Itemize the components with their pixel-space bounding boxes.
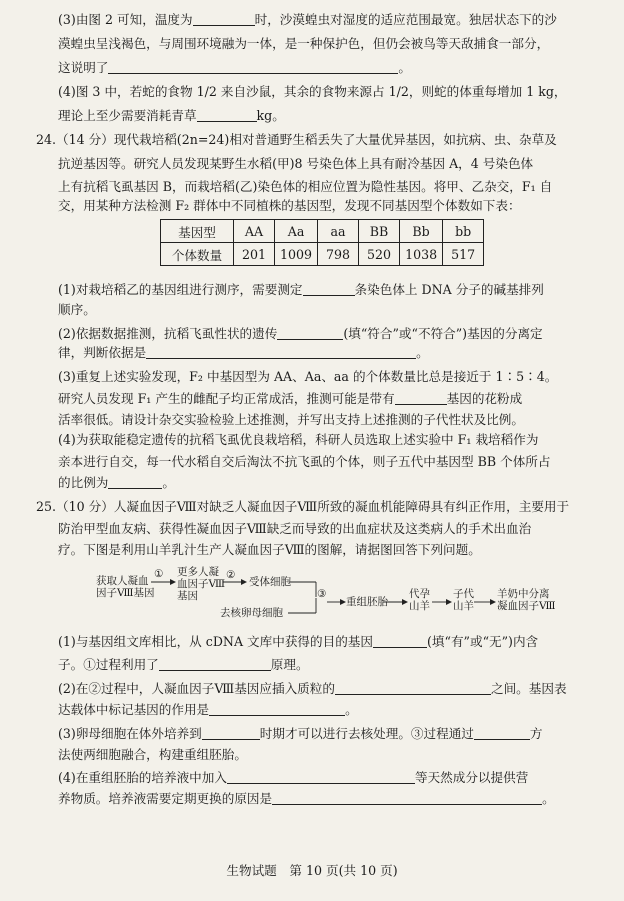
- q24-sub1-line2: 顺序。: [58, 302, 96, 317]
- answer-blank[interactable]: [474, 726, 530, 740]
- arrow-head: [446, 599, 452, 605]
- q24-sub1-line1: (1)对栽培稻乙的基因组进行测序，需要测定 条染色体上 DNA 分子的碱基排列: [58, 282, 544, 297]
- table-cell: 个体数量: [161, 243, 234, 266]
- q25-sub4-line1: (4)在重组胚胎的培养液中加入 等天然成分以提供营: [58, 770, 529, 785]
- q25-sub1-line2: 子。①过程利用了 原理。: [58, 657, 309, 672]
- page-footer: 生物试题 第 10 页(共 10 页): [226, 863, 398, 878]
- q24-sub4-line3: 的比例为 。: [58, 475, 175, 490]
- arrow-head: [490, 599, 496, 605]
- answer-blank[interactable]: [159, 657, 271, 671]
- answer-blank[interactable]: [373, 634, 427, 648]
- table-cell: 201: [234, 243, 275, 266]
- diagram-step-3: ③: [317, 588, 327, 600]
- q25-stem-line2: 防治甲型血友病、获得性凝血因子Ⅷ缺乏而导致的出血症状及这类病人的手术出血治: [58, 521, 532, 536]
- diagram-step-2: ②: [226, 569, 236, 581]
- diagram-node-offspring: 子代 山羊: [453, 588, 474, 612]
- q24-stem-line4: 交，用某种方法检测 F₂ 群体中不同植株的基因型，发现不同基因型个体数如下表：: [58, 198, 521, 213]
- diagram-node-recipient: 受体细胞: [249, 576, 291, 588]
- diagram-node-surrogate: 代孕 山羊: [409, 588, 430, 612]
- q25-sub2-line1: (2)在②过程中，人凝血因子Ⅷ基因应插入质粒的 之间。基因表: [58, 681, 567, 696]
- answer-blank[interactable]: [209, 702, 345, 716]
- q24-stem-line1: 24.（14 分）现代栽培稻(2n=24)相对普通野生稻丢失了大量优异基因，如抗病、虫、杂草及: [36, 132, 557, 147]
- answer-blank[interactable]: [227, 770, 415, 784]
- diagram-node-more-gene: 更多人凝 血因子Ⅷ 基因: [177, 566, 226, 602]
- q25-sub2-line2: 达载体中标记基因的作用是 。: [58, 702, 358, 717]
- answer-blank[interactable]: [202, 726, 260, 740]
- table-cell: 517: [443, 243, 484, 266]
- q25-sub1-line1: (1)与基因组文库相比，从 cDNA 文库中获得的目的基因 (填“有”或“无”)内含: [58, 634, 539, 649]
- diagram-node-enucleated: 去核卵母细胞: [220, 607, 283, 619]
- arrow-head: [241, 579, 247, 585]
- q24-stem-line2: 抗逆基因等。研究人员发现某野生水稻(甲)8 号染色体上具有耐冷基因 A，4 号染色体: [58, 156, 534, 171]
- q24-sub3-line2: 研究人员发现 F₁ 产生的雌配子均正常成活，推测可能是带有 基因的花粉成: [58, 391, 523, 406]
- q25-sub4-line2: 养物质。培养液需要定期更换的原因是 。: [58, 791, 555, 806]
- q23-part4-line1: (4)图 3 中，若蛇的食物 1/2 来自沙鼠，其余的食物来源占 1/2，则蛇的体重每增加 1 kg，: [58, 84, 567, 99]
- table-header-cell: Bb: [400, 220, 443, 243]
- q25-stem-line1: 25.（10 分）人凝血因子Ⅷ对缺乏人凝血因子Ⅷ所致的凝血机能障碍具有纠正作用，主要用于: [36, 499, 570, 514]
- table-cell: 1009: [275, 243, 318, 266]
- answer-blank[interactable]: [335, 681, 491, 695]
- q23-part3-line2: 漠蝗虫呈浅褐色，与周围环境融为一体，是一种保护色，但仍会被鸟等天敌捕食一部分，: [58, 36, 550, 51]
- table-cell: 798: [318, 243, 359, 266]
- q24-sub3-line3: 活率很低。请设计杂交实验检验上述推测，并写出支持上述推测的子代性状及比例。: [58, 412, 524, 427]
- answer-blank[interactable]: [272, 791, 542, 805]
- table-header-cell: aa: [318, 220, 359, 243]
- q23-part3-line3: 这说明了 。: [58, 60, 411, 75]
- q24-sub3-line1: (3)重复上述实验发现，F₂ 中基因型为 AA、Aa、aa 的个体数量比总是接近于 1∶5∶4。: [58, 369, 558, 384]
- diagram-node-get-gene: 获取人凝血 因子Ⅷ基因: [96, 575, 155, 599]
- arrow-head: [170, 579, 176, 585]
- q24-stem-line3: 上有抗稻飞虱基因 B，而栽培稻(乙)染色体的相应位置为隐性基因。将甲、乙杂交，F₁ 自: [58, 179, 553, 194]
- q24-sub4-line1: (4)为获取能稳定遗传的抗稻飞虱优良栽培稻，科研人员选取上述实验中 F₁ 栽培稻作为: [58, 432, 539, 447]
- diagram-node-product: 羊奶中分离 凝血因子Ⅷ: [497, 588, 556, 612]
- q25-stem-line3: 疗。下图是利用山羊乳汁生产人凝血因子Ⅷ的图解，请据图回答下列问题。: [58, 542, 481, 557]
- table-header-cell: Aa: [275, 220, 318, 243]
- q25-sub3-line2: 法使两细胞融合，构建重组胚胎。: [58, 747, 247, 762]
- table-cell: 520: [359, 243, 400, 266]
- table-header-cell: 基因型: [161, 220, 234, 243]
- q23-part4-line2: 理论上至少需要消耗青草 kg。: [58, 108, 285, 123]
- q25-sub3-line1: (3)卵母细胞在体外培养到 时期才可以进行去核处理。③过程通过 方: [58, 726, 543, 741]
- diagram-step-1: ①: [154, 568, 164, 580]
- q24-sub4-line2: 亲本进行自交，每一代水稻自交后淘汰不抗飞虱的个体，则子五代中基因型 BB 个体所占: [58, 454, 551, 469]
- table-cell: 1038: [400, 243, 443, 266]
- q24-sub2-line1: (2)依据数据推测，抗稻飞虱性状的遗传 (填“符合”或“不符合”)基因的分离定: [58, 326, 543, 341]
- table-header-cell: AA: [234, 220, 275, 243]
- table-header-cell: bb: [443, 220, 484, 243]
- diagram-node-embryo: 重组胚胎: [346, 596, 388, 608]
- q24-sub2-line2: 律，判断依据是 。: [58, 345, 429, 360]
- table-header-cell: BB: [359, 220, 400, 243]
- arrow-head: [402, 599, 408, 605]
- q23-part3-line1: (3)由图 2 可知，温度为 时，沙漠蝗虫对湿度的适应范围最宽。独居状态下的沙: [58, 12, 557, 27]
